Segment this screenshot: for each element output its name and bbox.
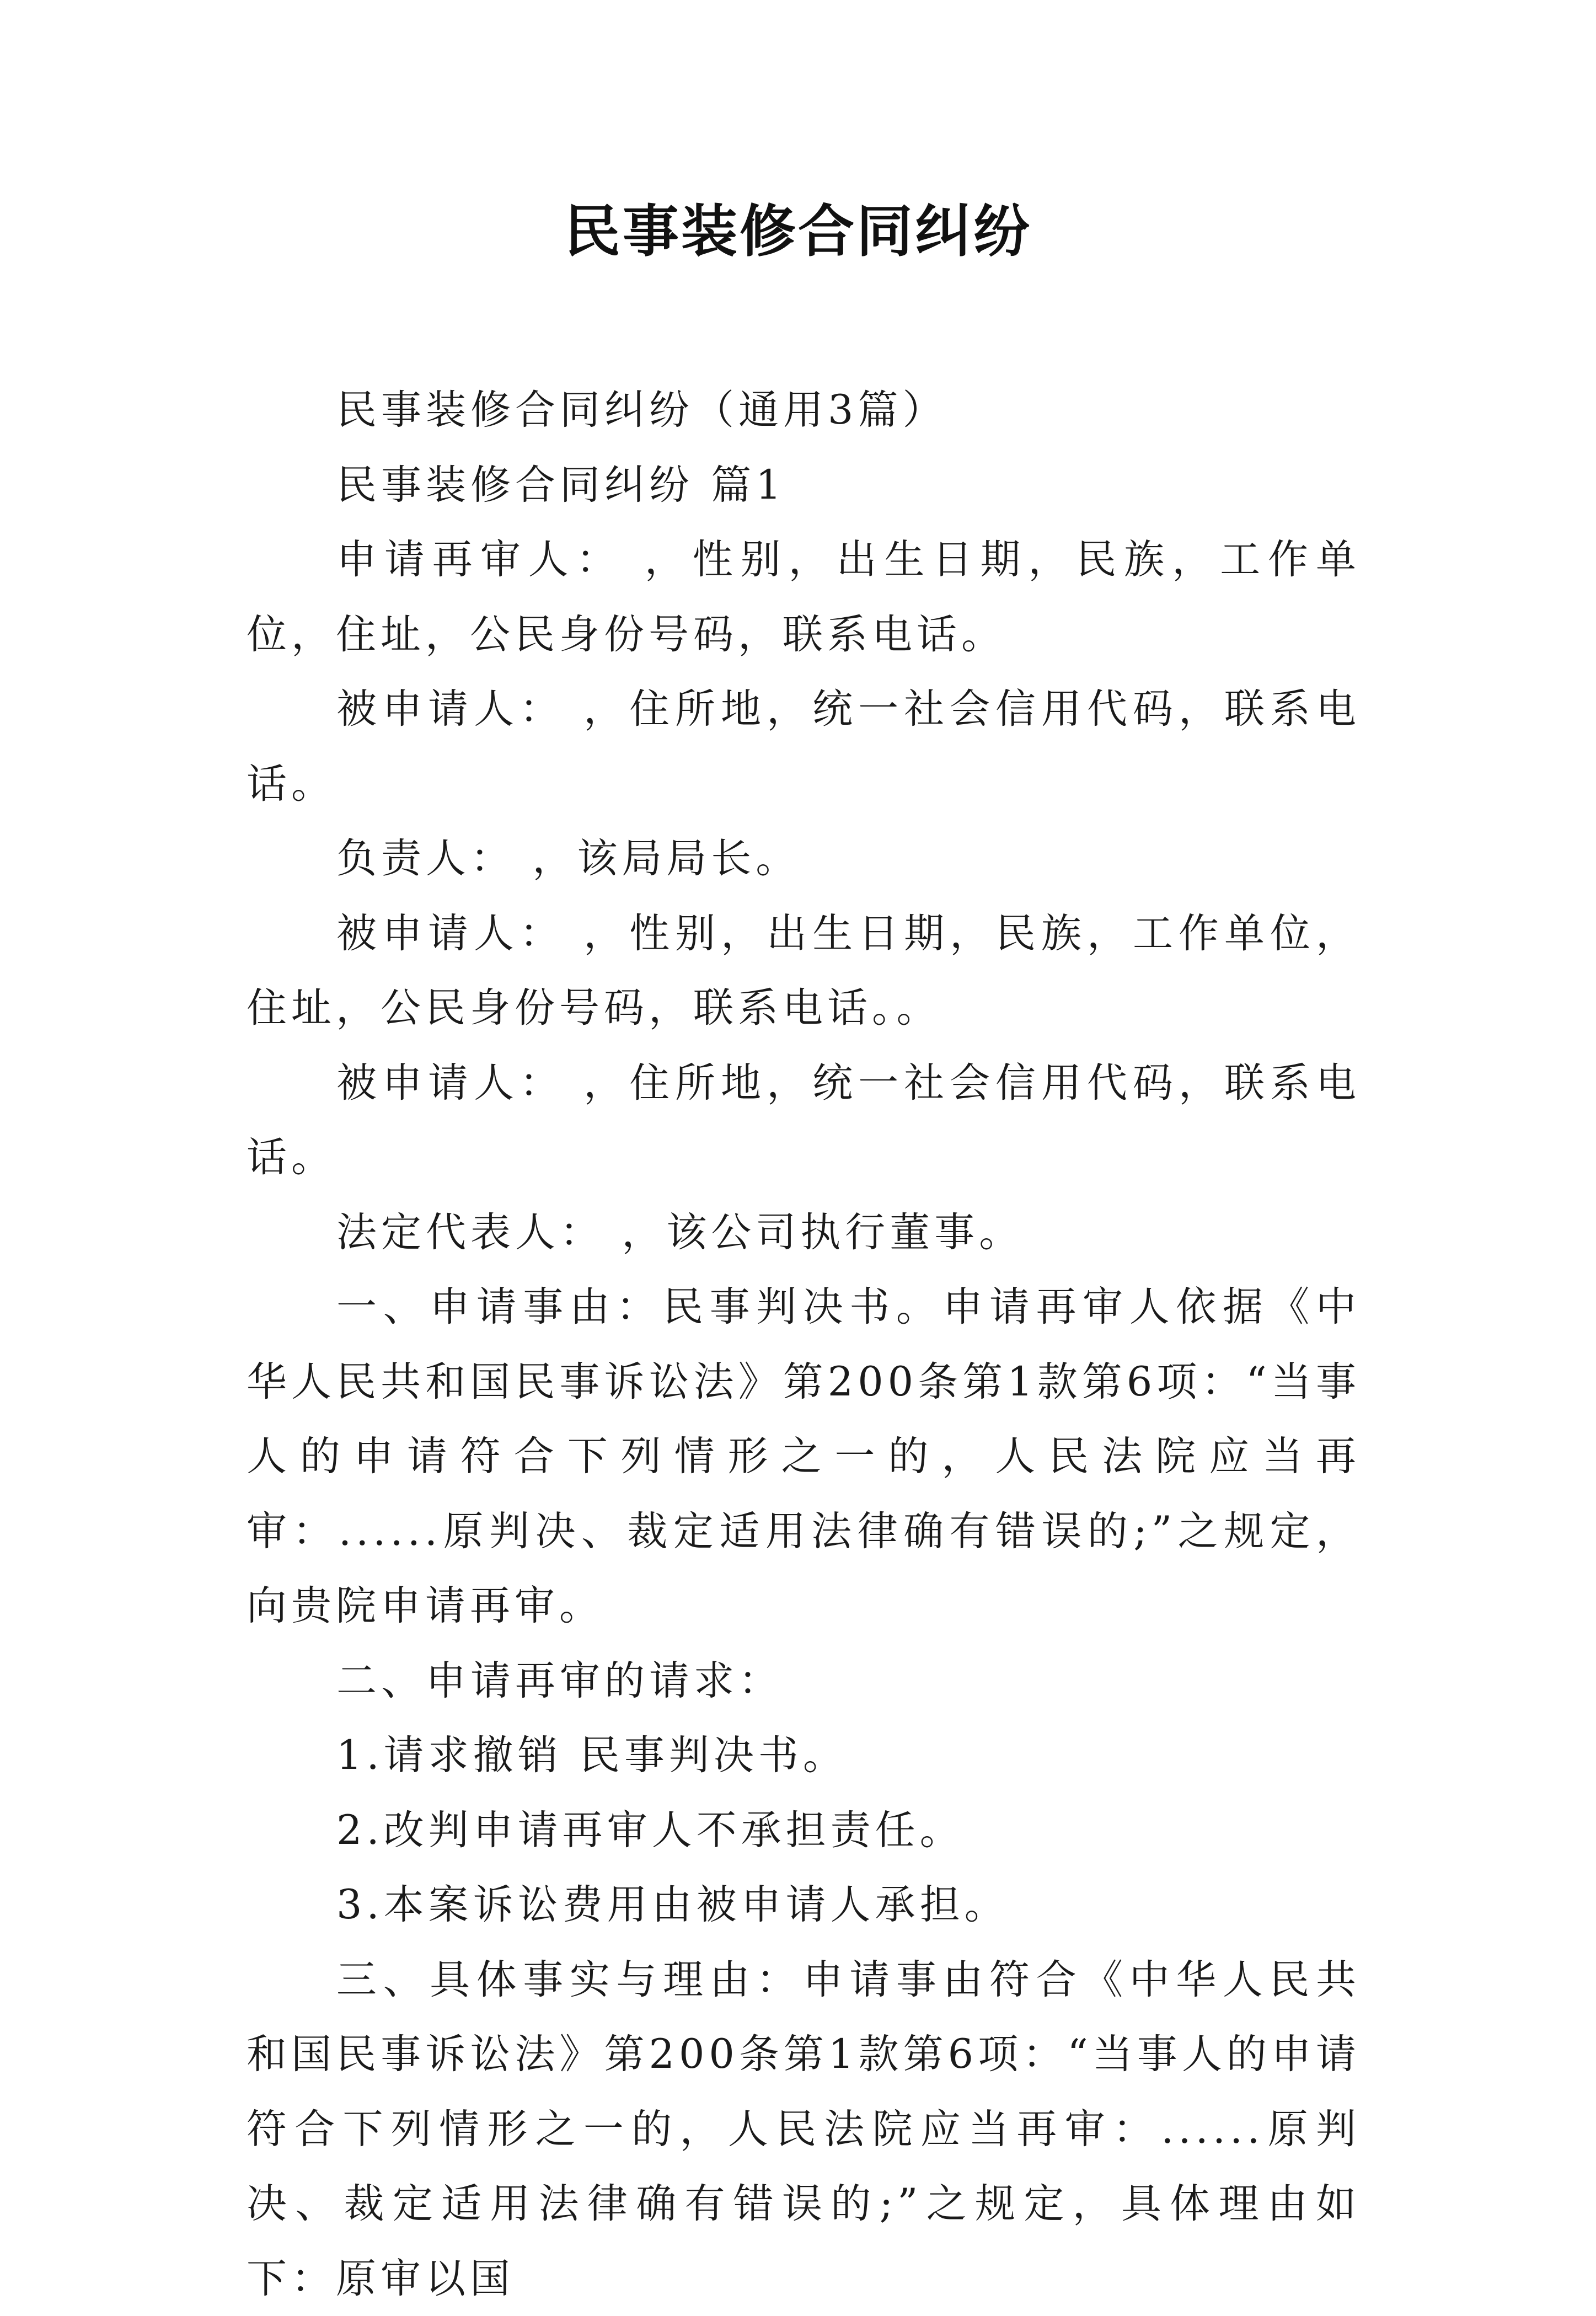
- document-body: [247, 373, 1361, 2316]
- paragraph-reason-for-application: 一、申请事由：民事判决书。申请再审人依据《中华人民共和国民事诉讼法》第200条第1款第6项：“当事人的申请符合下列情形之一的，人民法院应当再审：......原判决、裁定适用法律确有错误的;”之规定，向贵院申请再审。: [247, 1270, 1361, 1644]
- paragraph-section-heading: 民事装修合同纠纷 篇1: [247, 448, 1361, 523]
- paragraph-request-3: 3.本案诉讼费用由被申请人承担。: [247, 1868, 1361, 1943]
- paragraph-applicant: 申请再审人： ，性别，出生日期，民族，工作单位，住址，公民身份号码，联系电话。: [247, 522, 1361, 672]
- paragraph-request-2: 2.改判申请再审人不承担责任。: [247, 1793, 1361, 1868]
- paragraph-request-1: 1.请求撤销 民事判决书。: [247, 1718, 1361, 1793]
- paragraph-subtitle: 民事装修合同纠纷（通用3篇）: [247, 373, 1361, 448]
- paragraph-legal-representative: 法定代表人： ，该公司执行董事。: [247, 1195, 1361, 1270]
- paragraph-respondent-1: 被申请人： ，住所地，统一社会信用代码，联系电话。: [247, 672, 1361, 821]
- paragraph-respondent-3: 被申请人： ，住所地，统一社会信用代码，联系电话。: [247, 1046, 1361, 1195]
- paragraph-facts-and-reasons: 三、具体事实与理由：申请事由符合《中华人民共和国民事诉讼法》第200条第1款第6项：“当事人的申请符合下列情形之一的，人民法院应当再审：......原判决、裁定适用法律确有错误的;”之规定，具体理由如下：原审以国: [247, 1943, 1361, 2316]
- paragraph-requests-heading: 二、申请再审的请求：: [247, 1644, 1361, 1719]
- paragraph-respondent-2: 被申请人： ，性别，出生日期，民族，工作单位，住址，公民身份号码，联系电话。。: [247, 896, 1361, 1046]
- paragraph-responsible-person: 负责人： ，该局局长。: [247, 821, 1361, 896]
- document-title: 民事装修合同纠纷: [0, 196, 1596, 268]
